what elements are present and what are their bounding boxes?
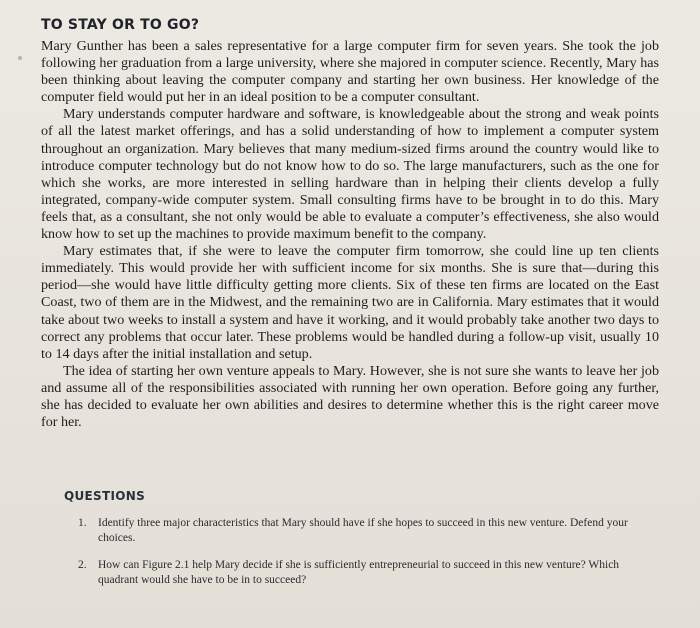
paragraph-3: Mary estimates that, if she were to leave the computer firm tomorrow, she could line up ten clients immediately. This would provide her with sufficient income for six months. She is sure that—during this period—she would have little difficulty getting more clients. Six of these ten firms are located on the East Coast, two of them are in the Midwest, and the remaining two are in California. Mary estimates that it would take about two weeks to install a system and have it working, and it would probably take another two days to correct any problems that occur later. These problems would be handled during a follow-up visit, usually 10 to 14 days after the initial installation and setup.	[41, 243, 659, 362]
question-text: Identify three major characteristics that Mary should have if she hopes to succeed in this new venture. Defend your choices.	[98, 517, 628, 544]
paragraph-1: Mary Gunther has been a sales representative for a large computer firm for seven years. She took the job following her graduation from a large university, where she majored in computer science. Recently, Mary has been thinking about leaving the computer company and starting her own business. Her knowledge of the computer field would put her in an ideal position to be a computer consultant.	[41, 38, 659, 106]
question-text: How can Figure 2.1 help Mary decide if she is sufficiently entrepreneurial to succeed in this new venture? Which quadrant would she have to be in to succeed?	[98, 559, 620, 586]
question-item-1	[78, 516, 648, 545]
question-number: 2.	[78, 559, 87, 571]
case-title: TO STAY OR TO GO?	[41, 17, 200, 33]
page-margin-dot	[18, 56, 22, 60]
paragraph-4: The idea of starting her own venture appeals to Mary. However, she is not sure she wants to leave her job and assume all of the responsibilities associated with running her own operation. Before going any further, she has decided to evaluate her own abilities and desires to determine whether this is the right career move for her.	[41, 362, 659, 431]
questions-list	[78, 516, 648, 600]
questions-heading: QUESTIONS	[64, 489, 146, 503]
paragraph-2: Mary understands computer hardware and software, is knowledgeable about the strong and weak points of all the latest market offerings, and has a solid understanding of how to implement a computer system throughout an organization. Mary believes that many medium-sized firms around the country would like to introduce computer technology but do not know how to do so. The large manufacturers, such as the one for which she works, are more interested in selling hardware than in helping their clients develop a fully integrated, company-wide computer system. Small consulting firms have to be brought in to do this. Mary feels that, as a consultant, she not only would be able to evaluate a computer’s effectiveness, she also would know how to set up the machines to provide maximum benefit to the company.	[41, 106, 659, 243]
question-number: 1.	[78, 517, 87, 529]
question-item-2	[78, 558, 648, 587]
case-body	[41, 38, 659, 431]
